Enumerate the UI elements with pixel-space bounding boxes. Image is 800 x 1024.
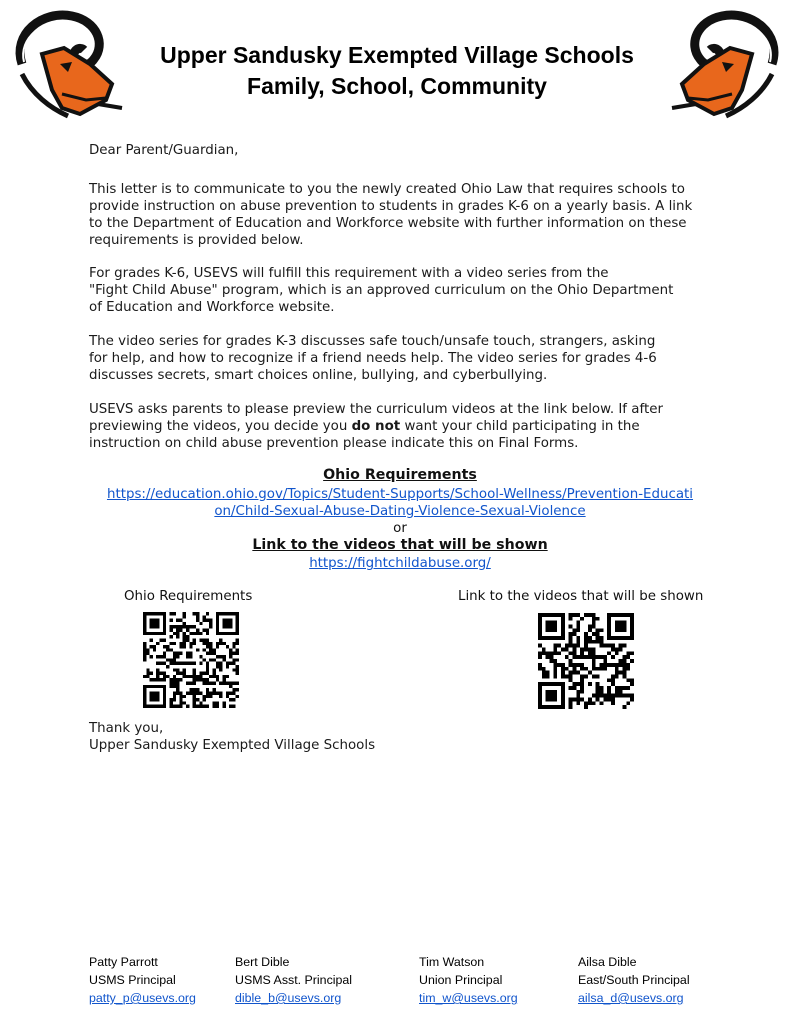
staff-title: USMS Asst. Principal <box>235 973 353 987</box>
qr-label-videos: Link to the videos that will be shown <box>458 589 704 604</box>
staff-contact <box>89 953 196 1007</box>
paragraph-1-line: provide instruction on abuse prevention to students in grades K-6 on a yearly basis. A link <box>89 199 693 214</box>
ohio-requirements-heading <box>0 467 800 484</box>
paragraph-2-line: of Education and Workforce website. <box>89 300 335 315</box>
ram-logo-left <box>2 4 130 122</box>
videos-url-line[interactable] <box>0 555 800 572</box>
paragraph-2-line: "Fight Child Abuse" program, which is an approved curriculum on the Ohio Department <box>89 283 674 298</box>
qr-code-ohio[interactable] <box>143 612 239 708</box>
paragraph-2-line: For grades K-6, USEVS will fulfill this requirement with a video series from the <box>89 266 609 281</box>
paragraph-3-line: for help, and how to recognize if a friend needs help. The video series for grades 4-6 <box>89 351 657 366</box>
paragraph-3-line: The video series for grades K-3 discusses safe touch/unsafe touch, strangers, asking <box>89 334 656 349</box>
staff-email-link[interactable]: patty_p@usevs.org <box>89 991 196 1005</box>
staff-title: USMS Principal <box>89 973 176 987</box>
staff-contact <box>419 953 518 1007</box>
staff-title: East/South Principal <box>578 973 690 987</box>
ram-logo-graphic <box>20 15 122 116</box>
or-separator: or <box>393 521 407 536</box>
salutation: Dear Parent/Guardian, <box>89 143 239 158</box>
p4-emphasis: do not <box>351 419 401 434</box>
videos-link[interactable]: https://fightchildabuse.org/ <box>309 556 491 571</box>
videos-heading <box>0 537 800 554</box>
p4-text: want your child participating in the <box>400 419 640 434</box>
school-motto-heading: Family, School, Community <box>247 73 547 99</box>
ram-logo-right <box>664 4 792 122</box>
qr-code-videos[interactable] <box>538 613 634 709</box>
ohio-requirements-link-cont[interactable]: on/Child-Sexual-Abuse-Dating-Violence-Sexual-Violence <box>214 504 586 519</box>
staff-contact <box>578 953 690 1007</box>
paragraph-4-line: instruction on child abuse prevention please indicate this on Final Forms. <box>89 436 579 451</box>
staff-name: Bert Dible <box>235 955 290 969</box>
qr-label-ohio: Ohio Requirements <box>124 589 253 604</box>
qr-modules <box>143 612 239 708</box>
closing-signature: Upper Sandusky Exempted Village Schools <box>89 738 376 753</box>
staff-name: Ailsa Dible <box>578 955 637 969</box>
staff-name: Tim Watson <box>419 955 485 969</box>
paragraph-3-line: discusses secrets, smart choices online, bullying, and cyberbullying. <box>89 368 548 383</box>
ohio-url-line[interactable] <box>0 486 800 503</box>
school-name-heading: Upper Sandusky Exempted Village Schools <box>160 42 634 68</box>
staff-contact <box>235 953 352 1007</box>
closing-thanks: Thank you, <box>89 721 164 736</box>
ohio-requirements-link[interactable]: https://education.ohio.gov/Topics/Student-Supports/School-Wellness/Prevention-Educati <box>106 487 694 502</box>
paragraph-1-line: requirements is provided below. <box>89 233 304 248</box>
paragraph-4-line <box>89 418 640 435</box>
staff-name: Patty Parrott <box>89 955 158 969</box>
staff-email-link[interactable]: ailsa_d@usevs.org <box>578 991 684 1005</box>
paragraph-1-line: to the Department of Education and Workforce website with further information on these <box>89 216 687 231</box>
staff-title: Union Principal <box>419 973 503 987</box>
videos-heading-text: Link to the videos that will be shown <box>252 537 548 553</box>
qr-modules <box>538 613 634 709</box>
staff-email-link[interactable]: dible_b@usevs.org <box>235 991 342 1005</box>
ohio-requirements-heading-text: Ohio Requirements <box>323 467 477 483</box>
p4-text: previewing the videos, you decide you <box>89 419 352 434</box>
ram-logo-graphic <box>672 15 774 116</box>
paragraph-4-line: USEVS asks parents to please preview the curriculum videos at the link below. If after <box>89 402 663 417</box>
ohio-url-line[interactable] <box>0 503 800 520</box>
paragraph-1-line: This letter is to communicate to you the newly created Ohio Law that requires schools to <box>89 182 685 197</box>
staff-email-link[interactable]: tim_w@usevs.org <box>419 991 518 1005</box>
